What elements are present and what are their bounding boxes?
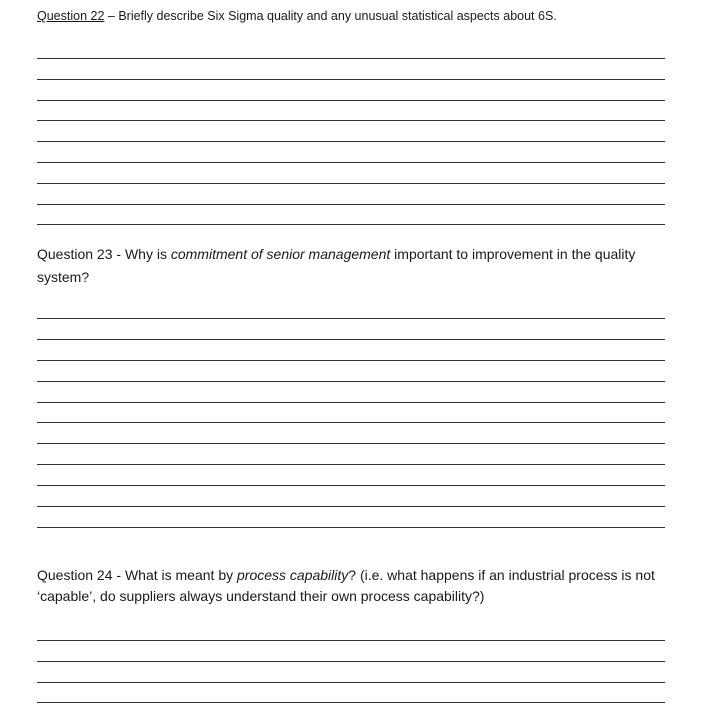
- question-24-emphasis: process capability: [237, 567, 349, 583]
- answer-line[interactable]: [37, 339, 665, 340]
- question-24-text-after: ? (i.e. what happens if an industrial process is not ‘capable’, do suppliers always understand their own process capability?): [37, 567, 655, 604]
- answer-line[interactable]: [37, 141, 665, 142]
- answer-line[interactable]: [37, 527, 665, 528]
- answer-line[interactable]: [37, 204, 665, 205]
- question-23-prompt: [37, 243, 657, 289]
- answer-line[interactable]: [37, 318, 665, 319]
- question-22-number: Question 22: [37, 9, 105, 23]
- answer-line[interactable]: [37, 422, 665, 423]
- question-23-separator: -: [112, 246, 125, 262]
- answer-line[interactable]: [37, 402, 665, 403]
- answer-line[interactable]: [37, 58, 665, 59]
- answer-line[interactable]: [37, 360, 665, 361]
- question-23-emphasis: commitment of senior management: [170, 246, 391, 262]
- question-24-text-before: What is meant by: [124, 567, 237, 583]
- answer-line[interactable]: [37, 485, 665, 486]
- answer-line[interactable]: [37, 79, 665, 80]
- question-24-prompt: [37, 565, 677, 607]
- answer-line[interactable]: [37, 506, 665, 507]
- answer-line[interactable]: [37, 661, 665, 662]
- answer-line[interactable]: [37, 702, 665, 703]
- question-23-number: Question 23: [37, 246, 113, 262]
- question-23-text-after: important to improvement in the quality system?: [37, 246, 636, 285]
- question-24-separator: -: [112, 567, 125, 583]
- question-23-text-before: Why is: [124, 246, 171, 262]
- answer-line[interactable]: [37, 224, 665, 225]
- answer-line[interactable]: [37, 381, 665, 382]
- question-22-text: Briefly describe Six Sigma quality and any unusual statistical aspects about 6S.: [118, 9, 557, 23]
- answer-line[interactable]: [37, 100, 665, 101]
- answer-line[interactable]: [37, 183, 665, 184]
- question-22-separator: –: [104, 9, 119, 23]
- question-22-prompt: [37, 6, 677, 26]
- answer-line[interactable]: [37, 640, 665, 641]
- answer-line[interactable]: [37, 443, 665, 444]
- question-24-number: Question 24: [37, 567, 113, 583]
- answer-line[interactable]: [37, 682, 665, 683]
- answer-line[interactable]: [37, 162, 665, 163]
- answer-line[interactable]: [37, 120, 665, 121]
- answer-line[interactable]: [37, 464, 665, 465]
